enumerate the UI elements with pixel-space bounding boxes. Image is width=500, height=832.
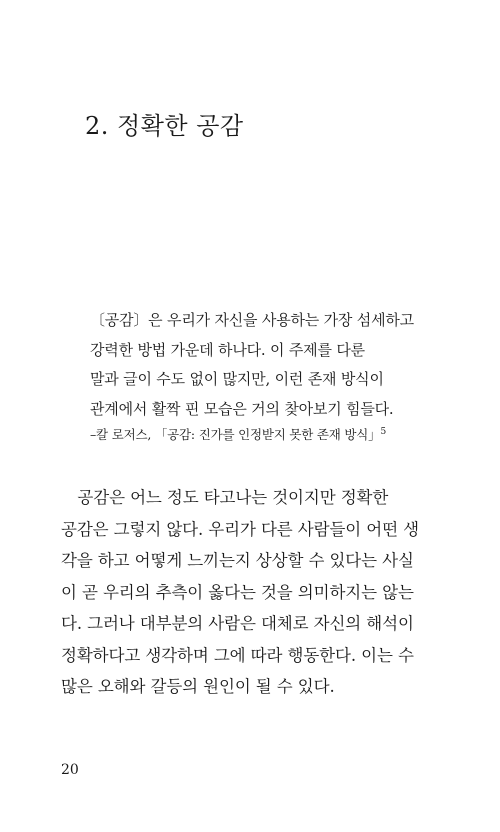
epigraph-line: 강력한 방법 가운데 하나다. 이 주제를 다룬 (90, 340, 365, 359)
body-paragraph (61, 482, 441, 703)
body-line: 정확하다고 생각하며 그에 따라 행동한다. 이는 수 (61, 645, 414, 665)
attribution-text: –칼 로저스, 「공감: 진가를 인정받지 못한 존재 방식」 (90, 427, 381, 442)
body-line: 이 곧 우리의 추측이 옳다는 것을 의미하지는 않는 (61, 582, 414, 602)
epigraph-line: 말과 글이 수도 없이 많지만, 이런 존재 방식이 (90, 370, 384, 388)
body-line: 공감은 그렇지 않다. 우리가 다른 사람들이 어떤 생 (61, 519, 419, 539)
epigraph-quote (90, 306, 420, 446)
footnote-reference: 5 (380, 426, 387, 437)
epigraph-line: 관계에서 활짝 핀 모습은 거의 찾아보기 힘들다. (90, 399, 394, 418)
body-line: 각을 하고 어떻게 느끼는지 상상할 수 있다는 사실 (61, 551, 414, 570)
body-line: 많은 오해와 갈등의 원인이 될 수 있다. (61, 677, 335, 696)
section-title: 2. 정확한 공감 (85, 112, 244, 140)
body-line: 다. 그러나 대부분의 사람은 대체로 자신의 해석이 (61, 614, 414, 633)
epigraph-attribution (90, 424, 420, 446)
epigraph-line: 〔공감〕은 우리가 자신을 사용하는 가장 섬세하고 (90, 311, 414, 329)
body-line (61, 482, 441, 514)
body-line-text: 공감은 어느 정도 타고나는 것이지만 정확한 (77, 488, 389, 507)
page-number: 20 (61, 762, 79, 778)
